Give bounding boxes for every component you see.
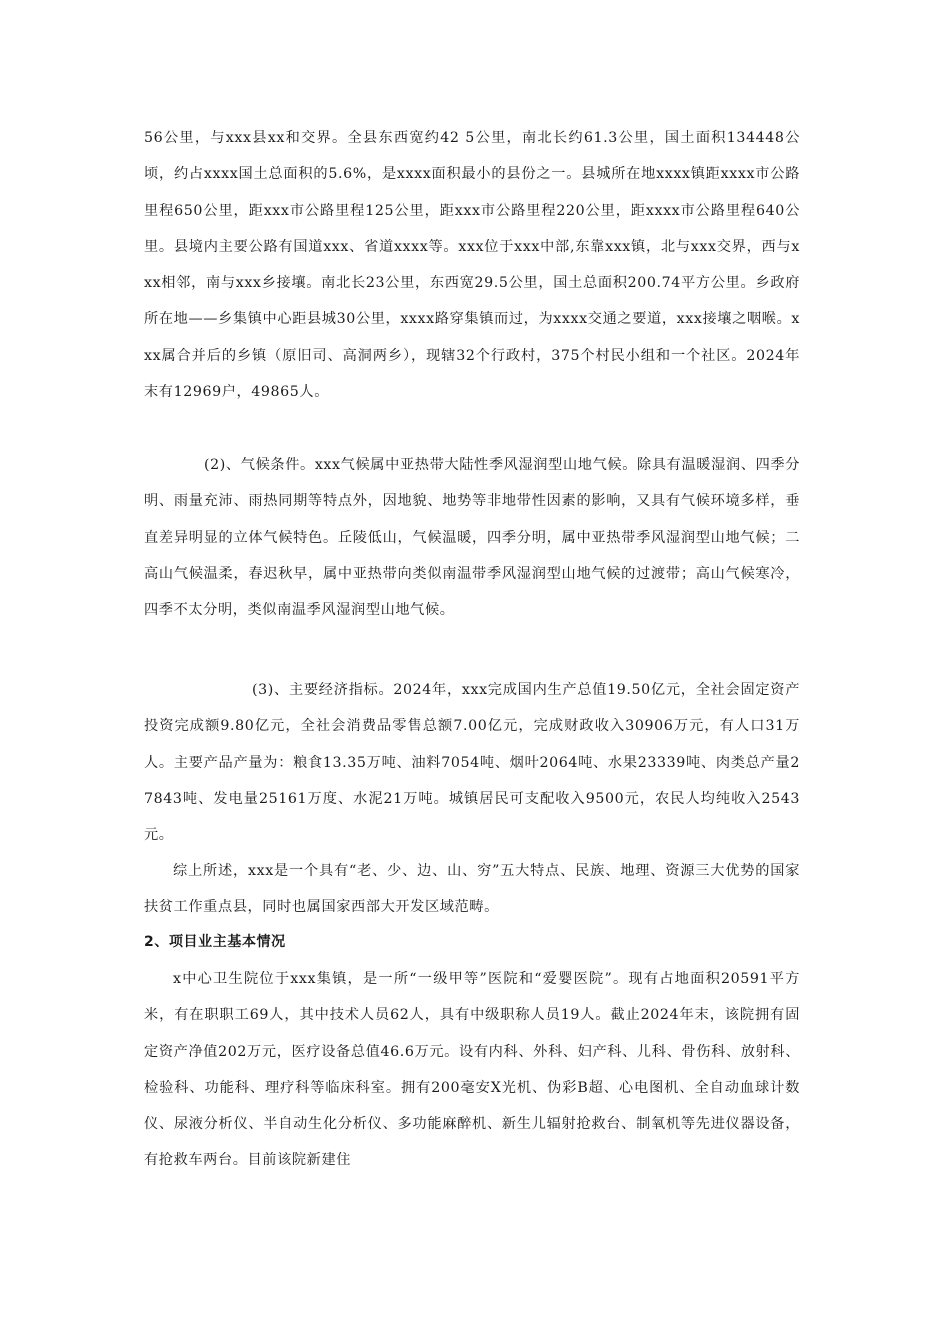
paragraph-hospital: x中心卫生院位于xxx集镇，是一所“一级甲等”医院和“爱婴医院”。现有占地面积20591平方米，有在职职工69人，其中技术人员62人，具有中级职称人员19人。截止2024年末，该院拥有固定资产净值202万元，医疗设备总值46.6万元。设有内科、外科、妇产科、儿科、骨伤科、放射科、检验科、功能科、理疗科等临床科室。拥有200毫安X光机、伪彩B超、心电图机、全自动血球计数仪、尿液分析仪、半自动生化分析仪、多功能麻醉机、新生儿辐射抢救台、制氧机等先进仪器设备，有抢救车两台。目前该院新建住: [144, 971, 800, 1169]
paragraph-summary: 综上所述，xxx是一个具有“老、少、边、山、穷”五大特点、民族、地理、资源三大优势的国家扶贫工作重点县，同时也属国家西部大开发区域范畴。: [144, 863, 800, 916]
paragraph-location: 56公里，与xxx县xx和交界。全县东西宽约42 5公里，南北长约61.3公里，国土面积134448公顷，约占xxxx国土总面积的5.6%，是xxxx面积最小的县份之一。县城所在地xxxx镇距xxxx市公路里程650公里，距xxx市公路里程125公里，距xxx市公路里程220公里，距xxxx市公路里程640公里。县境内主要公路有国道xxx、省道xxxx等。xxx位于xxx中部,东靠xxx镇，北与xxx交界，西与xxx相邻，南与xxx乡接壤。南北长23公里，东西宽29.5公里，国土总面积200.74平方公里。乡政府所在地——乡集镇中心距县城30公里，xxxx路穿集镇而过，为xxxx交通之要道，xxx接壤之咽喉。xxx属合并后的乡镇（原旧司、高洞两乡），现辖32个行政村，375个村民小组和一个社区。2024年末有12969户，49865人。: [144, 130, 800, 401]
section-heading-project-owner: 2、项目业主基本情况: [144, 934, 286, 950]
paragraph-economy: (3)、主要经济指标。2024年，xxx完成国内生产总值19.50亿元，全社会固定资产投资完成额9.80亿元，全社会消费品零售总额7.00亿元，完成财政收入30906万元，有人口31万人。主要产品产量为：粮食13.35万吨、油料7054吨、烟叶2064吨、水果23339吨、肉类总产量27843吨、发电量25161万度、水泥21万吨。城镇居民可支配收入9500元，农民人均纯收入2543元。: [144, 682, 800, 844]
paragraph-climate: (2)、气候条件。xxx气候属中亚热带大陆性季风湿润型山地气候。除具有温暖湿润、四季分明、雨量充沛、雨热同期等特点外，因地貌、地势等非地带性因素的影响，又具有气候环境多样，垂直差异明显的立体气候特色。丘陵低山，气候温暖，四季分明，属中亚热带季风湿润型山地气候；二高山气候温柔，春迟秋早，属中亚热带向类似南温带季风湿润型山地气候的过渡带；高山气候寒冷，四季不太分明，类似南温季风湿润型山地气候。: [144, 457, 800, 619]
